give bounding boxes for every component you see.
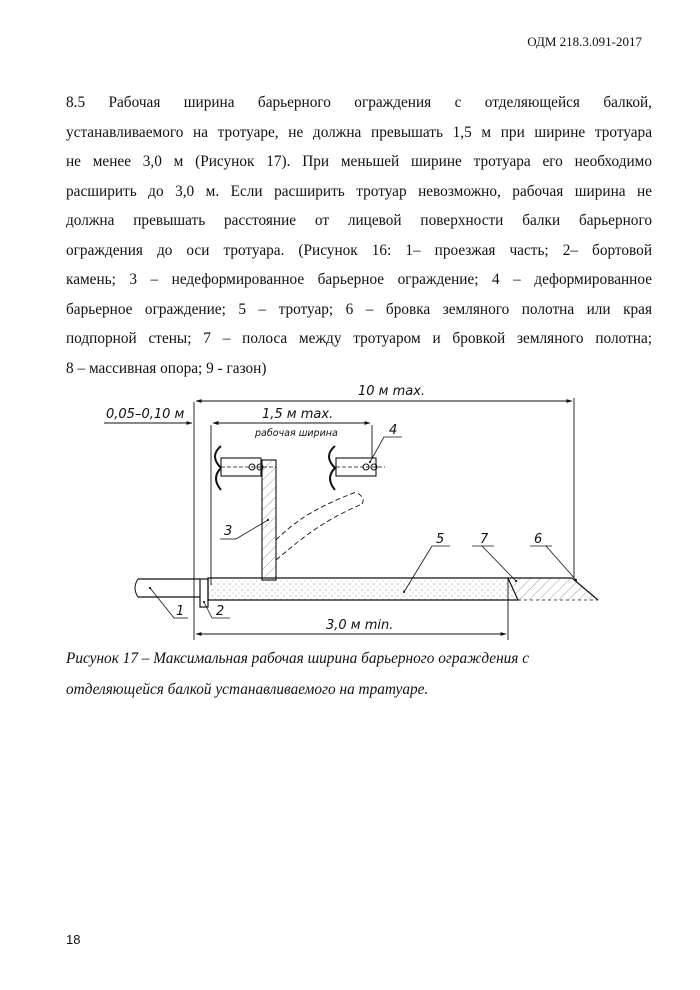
dimension-offset-label: 0,05–0,10 м (106, 407, 185, 422)
callout-5-label: 5 (436, 532, 445, 547)
callout-6-label: 6 (534, 532, 543, 547)
callout-1 (150, 588, 188, 619)
paragraph-line: 8 – массивная опора; 9 - газон) (66, 359, 267, 377)
dimension-working-label: 1,5 м max. (262, 407, 334, 422)
callout-4-label: 4 (389, 423, 398, 438)
roadway (135, 579, 200, 597)
callout-2-label: 2 (216, 604, 225, 619)
callout-3-label: 3 (224, 524, 233, 539)
paragraph-line: должна превышать расстояние от лицевой поверхности балки барьерного (66, 212, 652, 229)
callout-7-label: 7 (480, 532, 489, 547)
working-width-label: рабочая ширина (255, 428, 338, 439)
paragraph-line: камень; 3 – недеформированное барьерное ограждение; 4 – деформированное (66, 271, 652, 288)
callout-3 (220, 520, 268, 539)
dimension-total-label: 10 м max. (358, 384, 426, 399)
sidewalk (208, 578, 518, 600)
callout-4 (370, 423, 402, 462)
dimension-sidewalk-label: 3,0 м min. (326, 618, 394, 633)
deformed-barrier (276, 446, 385, 560)
callout-6 (530, 532, 576, 580)
paragraph-line: подпорной стены; 7 – полоса между тротуаром и бровкой земляного полотна; (66, 330, 652, 347)
caption-line: Рисунок 17 – Максимальная рабочая ширина барьерного ограждения с (66, 650, 530, 667)
caption-line: отделяющейся балкой устанавливаемого на тратуаре. (66, 681, 429, 698)
paragraph-line: не менее 3,0 м (Рисунок 17). При меньшей ширине тротуара его необходимо (66, 153, 652, 170)
undeformed-barrier (215, 446, 276, 580)
paragraph-line: барьерное ограждение; 5 – тротуар; 6 – бровка земляного полотна или края (66, 300, 652, 318)
paragraph-line: устанавливаемого на тротуаре, не должна превышать 1,5 м при ширине тротуара (66, 123, 652, 141)
paragraph-line: 8.5 Рабочая ширина барьерного ограждения с отделяющейся балкой, (66, 94, 652, 111)
paragraph-line: ограждения до оси тротуара. (Рисунок 16: 1– проезжая часть; 2– бортовой (66, 241, 652, 259)
embankment (508, 578, 598, 600)
callout-1-label: 1 (176, 604, 185, 619)
figure-17-drawing (0, 370, 700, 650)
barrier-cross-section-svg (0, 370, 700, 650)
callout-7 (472, 532, 516, 581)
paragraph-line: расширить до 3,0 м. Если расширить тротуар невозможно, рабочая ширина не (66, 182, 652, 200)
section-8-5-paragraph (66, 88, 652, 383)
figure-caption (66, 643, 652, 705)
page-number: 18 (66, 932, 81, 947)
document-code: ОДМ 218.3.091-2017 (527, 34, 642, 49)
